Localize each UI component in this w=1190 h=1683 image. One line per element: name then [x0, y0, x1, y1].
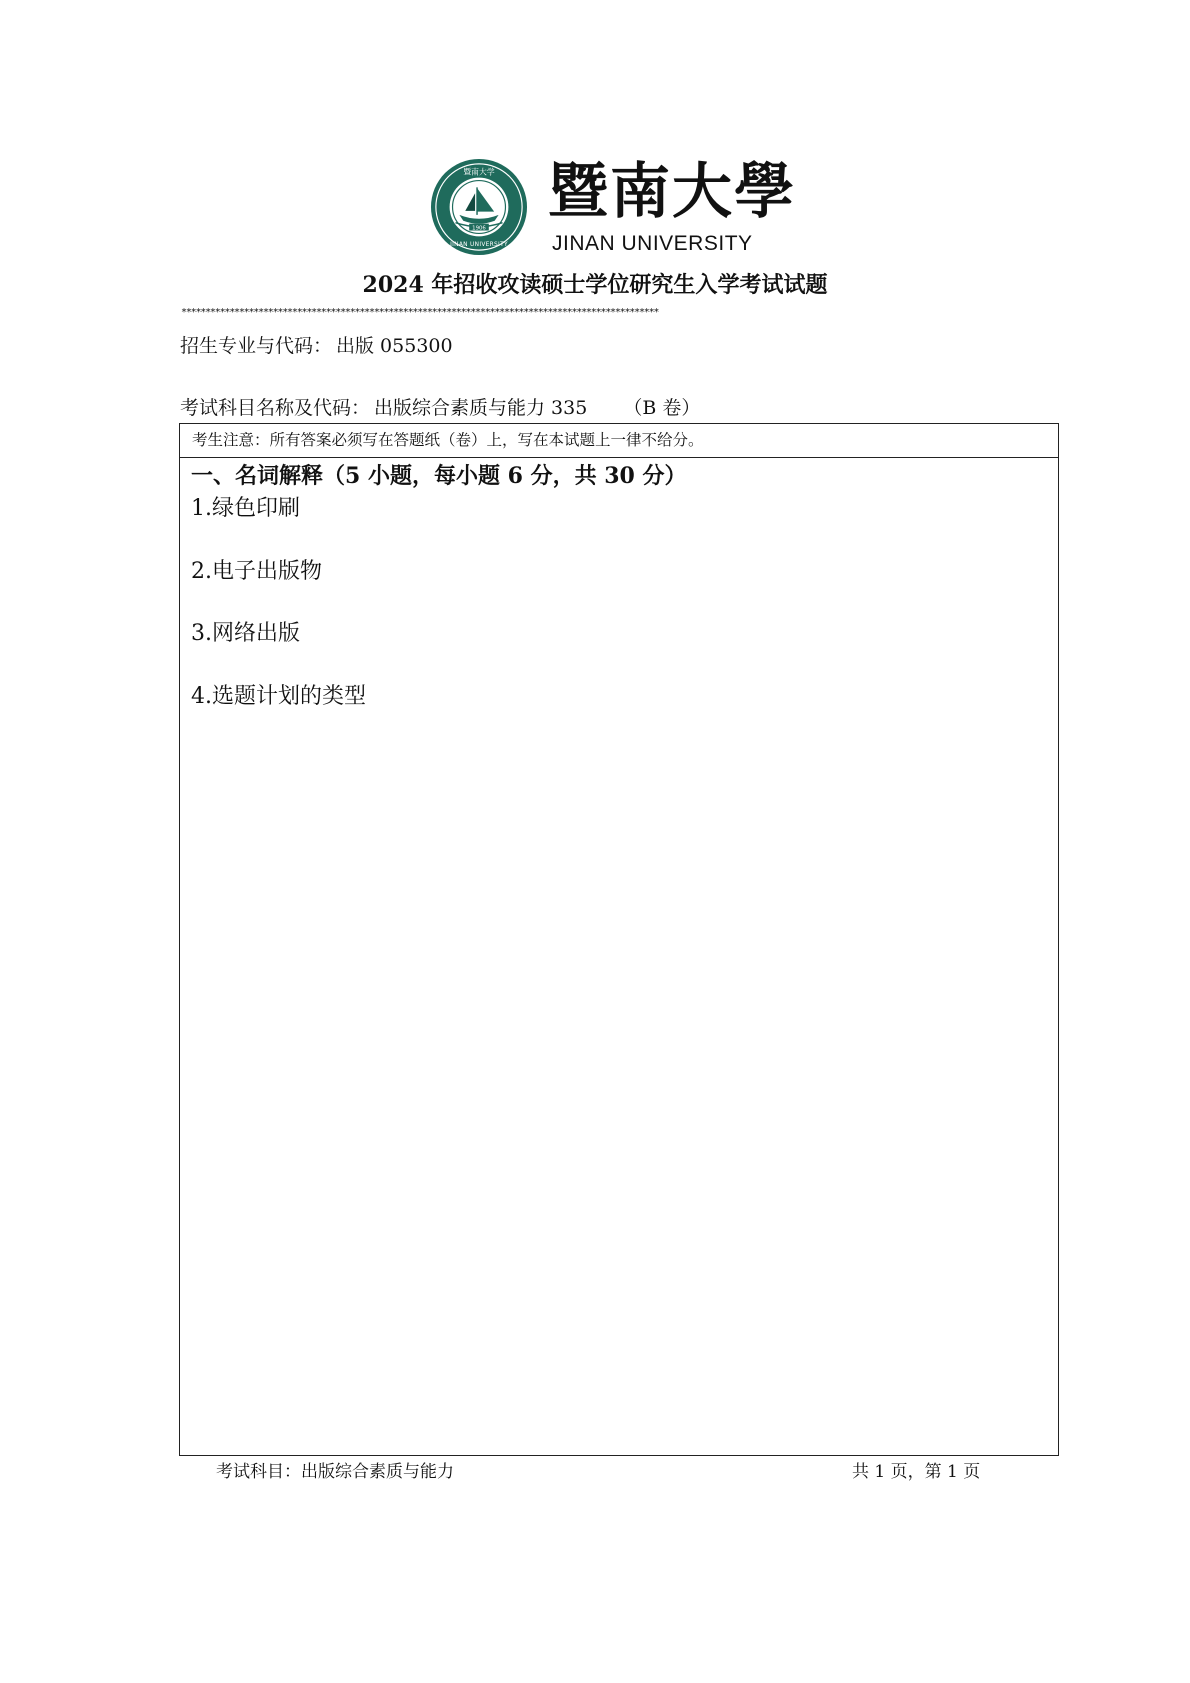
- question-item: 3.网络出版: [191, 621, 300, 646]
- question-box: [179, 423, 1059, 1456]
- subject-line: [180, 395, 700, 421]
- subject-value: 出版综合素质与能力 335: [374, 397, 588, 419]
- question-item: 4.选题计划的类型: [191, 684, 366, 709]
- logo-name-english: JINAN UNIVERSITY: [552, 232, 753, 255]
- section-heading: 一、名词解释（5 小题，每小题 6 分，共 30 分）: [191, 463, 687, 489]
- footer-subject: 考试科目：出版综合素质与能力: [216, 1462, 454, 1482]
- major-value: 出版 055300: [336, 335, 453, 357]
- major-line: [180, 333, 453, 359]
- star-divider: ***************************************************************************************************: [181, 307, 659, 318]
- exam-title: 2024 年招收攻读硕士学位研究生入学考试试题: [362, 272, 828, 298]
- logo-name-chinese: 暨南大學: [548, 157, 796, 227]
- seal-text-bottom: JINAN UNIVERSITY: [450, 242, 508, 249]
- question-item: 1.绿色印刷: [191, 496, 300, 521]
- footer-page-info: 共 1 页，第 1 页: [852, 1462, 981, 1482]
- major-label: 招生专业与代码：: [180, 335, 333, 357]
- university-seal-icon: [430, 158, 528, 256]
- university-logo: [430, 157, 796, 258]
- seal-text-top: 暨南大学: [463, 167, 495, 177]
- seal-year: 1906: [472, 225, 486, 232]
- candidate-notice: 考生注意：所有答案必须写在答题纸（卷）上，写在本试题上一律不给分。: [180, 424, 1058, 458]
- question-item: 2.电子出版物: [191, 559, 322, 584]
- paper-version: （B 卷）: [623, 397, 701, 419]
- subject-label: 考试科目名称及代码：: [180, 397, 371, 419]
